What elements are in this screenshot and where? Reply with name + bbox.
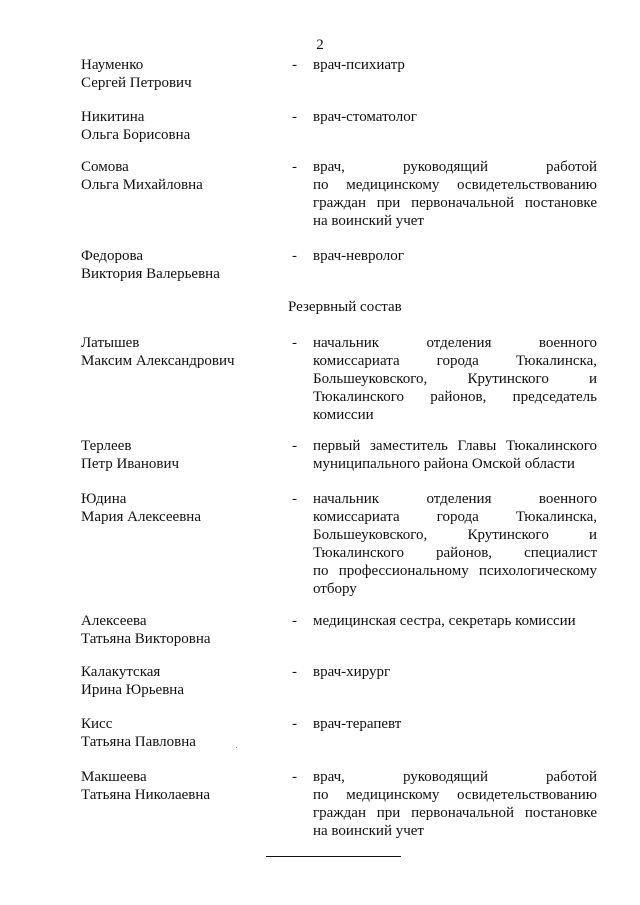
member-given-names: Мария Алексеевна bbox=[81, 509, 201, 525]
member-given-names: Сергей Петрович bbox=[81, 75, 192, 91]
member-role bbox=[313, 56, 597, 74]
role-line: врач, руководящий работой bbox=[313, 769, 597, 785]
member-surname: Калакутская bbox=[81, 664, 161, 680]
member-role bbox=[313, 437, 597, 473]
member-given-names: Ольга Борисовна bbox=[81, 127, 191, 143]
role-line: граждан при первоначальной постановке bbox=[313, 805, 597, 821]
member-name bbox=[81, 334, 281, 370]
role-line: первый заместитель Главы Тюкалинского bbox=[313, 438, 597, 454]
member-role bbox=[313, 715, 597, 733]
member-given-names: Максим Александрович bbox=[81, 353, 235, 369]
member-name bbox=[81, 715, 281, 751]
role-dash: - bbox=[292, 159, 297, 175]
role-dash: - bbox=[292, 109, 297, 125]
role-line: по медицинскому освидетельствованию bbox=[313, 787, 597, 803]
role-line: врач-хирург bbox=[313, 664, 391, 680]
role-dash: - bbox=[292, 716, 297, 732]
role-line: врач-терапевт bbox=[313, 716, 402, 732]
role-dash: - bbox=[292, 57, 297, 73]
member-name bbox=[81, 612, 281, 648]
member-role bbox=[313, 334, 597, 424]
page-number: 2 bbox=[316, 37, 324, 53]
member-role bbox=[313, 663, 597, 681]
member-role bbox=[313, 490, 597, 598]
member-role bbox=[313, 247, 597, 265]
member-name bbox=[81, 437, 281, 473]
member-surname: Кисс bbox=[81, 716, 113, 732]
member-given-names: Татьяна Николаевна bbox=[81, 787, 211, 803]
member-name bbox=[81, 247, 281, 283]
role-dash: - bbox=[292, 491, 297, 507]
role-line: начальник отделения военного bbox=[313, 491, 597, 507]
role-dash: - bbox=[292, 248, 297, 264]
member-name bbox=[81, 663, 281, 699]
member-name bbox=[81, 490, 281, 526]
member-surname: Науменко bbox=[81, 57, 144, 73]
end-rule bbox=[266, 856, 401, 857]
member-surname: Никитина bbox=[81, 109, 145, 125]
member-given-names: Ирина Юрьевна bbox=[81, 682, 184, 698]
role-line: Тюкалинского районов, специалист bbox=[313, 545, 597, 561]
role-line: Тюкалинского районов, председатель bbox=[313, 389, 597, 405]
role-line: комиссариата города Тюкалинска, bbox=[313, 509, 597, 525]
role-line: Большеуковского, Крутинского и bbox=[313, 371, 597, 387]
member-role bbox=[313, 768, 597, 840]
member-surname: Латышев bbox=[81, 335, 140, 351]
member-given-names: Виктория Валерьевна bbox=[81, 266, 220, 282]
member-given-names: Татьяна Павловна bbox=[81, 734, 196, 750]
role-dash: - bbox=[292, 769, 297, 785]
member-name bbox=[81, 56, 281, 92]
role-line: комиссии bbox=[313, 407, 374, 423]
member-surname: Федорова bbox=[81, 248, 143, 264]
member-role bbox=[313, 612, 597, 630]
reserve-section-title: Резервный состав bbox=[288, 299, 402, 315]
role-line: комиссариата города Тюкалинска, bbox=[313, 353, 597, 369]
role-line: врач, руководящий работой bbox=[313, 159, 597, 175]
member-role bbox=[313, 108, 597, 126]
member-name bbox=[81, 108, 281, 144]
scan-speck bbox=[236, 747, 237, 748]
role-line: на воинский учет bbox=[313, 823, 424, 839]
role-line: Большеуковского, Крутинского и bbox=[313, 527, 597, 543]
role-line: отбору bbox=[313, 581, 357, 597]
member-given-names: Ольга Михайловна bbox=[81, 177, 203, 193]
member-given-names: Татьяна Викторовна bbox=[81, 631, 211, 647]
role-line: врач-психиатр bbox=[313, 57, 405, 73]
member-name bbox=[81, 158, 281, 194]
member-surname: Макшеева bbox=[81, 769, 147, 785]
role-line: начальник отделения военного bbox=[313, 335, 597, 351]
role-line: по медицинскому освидетельствованию bbox=[313, 177, 597, 193]
member-surname: Терлеев bbox=[81, 438, 132, 454]
role-line: врач-стоматолог bbox=[313, 109, 417, 125]
role-line: граждан при первоначальной постановке bbox=[313, 195, 597, 211]
member-surname: Алексеева bbox=[81, 613, 147, 629]
role-dash: - bbox=[292, 335, 297, 351]
role-dash: - bbox=[292, 664, 297, 680]
role-line: медицинская сестра, секретарь комиссии bbox=[313, 613, 576, 629]
member-name bbox=[81, 768, 281, 804]
role-line: на воинский учет bbox=[313, 213, 424, 229]
role-line: врач-невролог bbox=[313, 248, 404, 264]
role-dash: - bbox=[292, 438, 297, 454]
member-surname: Сомова bbox=[81, 159, 129, 175]
role-dash: - bbox=[292, 613, 297, 629]
member-surname: Юдина bbox=[81, 491, 127, 507]
member-role bbox=[313, 158, 597, 230]
member-given-names: Петр Иванович bbox=[81, 456, 180, 472]
role-line: муниципального района Омской области bbox=[313, 456, 575, 472]
role-line: по профессиональному психологическому bbox=[313, 563, 597, 579]
